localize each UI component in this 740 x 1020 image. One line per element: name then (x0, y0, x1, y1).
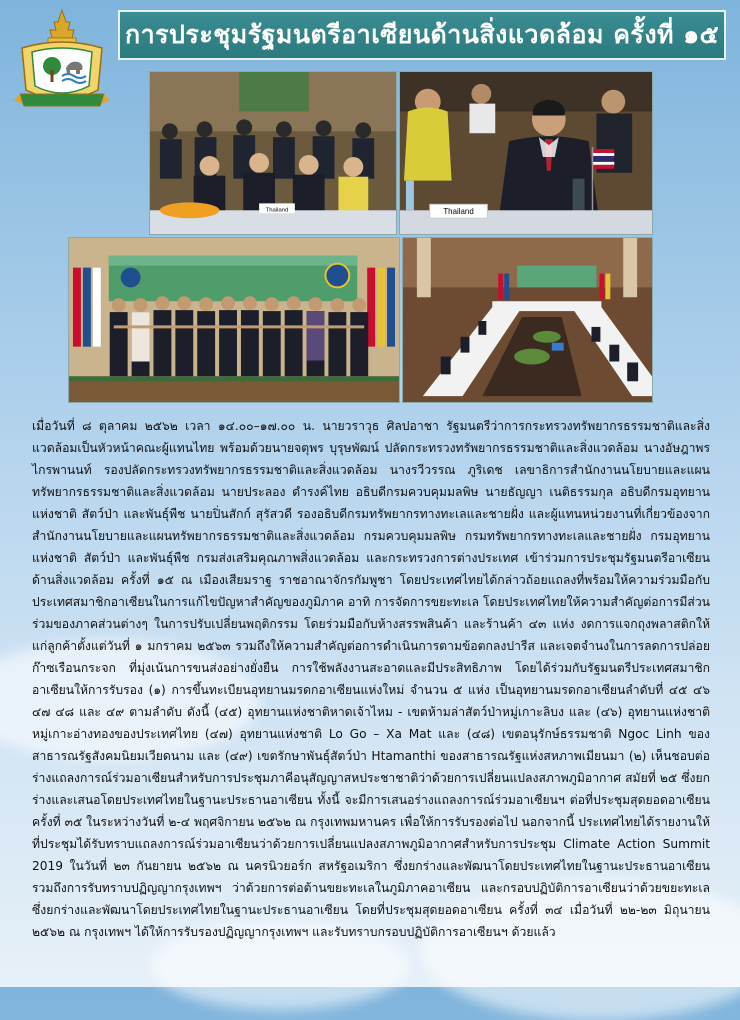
photo-delegation-seated (149, 71, 397, 235)
nameplate-thailand-2: Thailand (443, 207, 474, 217)
title-banner (118, 10, 726, 60)
photo-group-handshake (68, 237, 400, 403)
page-title: การประชุมรัฐมนตรีอาเซียนด้านสิ่งแวดล้อม ครั้งที่ ๑๕ (124, 20, 720, 49)
photo-meeting-room (402, 237, 653, 403)
article-body: เมื่อวันที่ ๘ ตุลาคม ๒๕๖๒ เวลา ๑๔.๐๐–๑๗.๐๐ น. นายวราวุธ ศิลปอาชา รัฐมนตรีว่าการกระทรวงทรัพยากรธรรมชาติและสิ่งแวดล้อมเป็นหัวหน้าคณะผู้แทนไทย พร้อมด้วยนายจตุพร บุรุษพัฒน์ ปลัดกระทรวงทรัพยากรธรรมชาติและสิ่งแวดล้อม นางอัษฎาพร ไกรพานนท์ รองปลัดกระทรวงทรัพยากรธรรมชาติและสิ่งแวดล้อม นางรวีวรรณ ภูริเดช เลขาธิการสำนักงานนโยบายและแผนทรัพยากรธรรมชาติและสิ่งแวดล้อม นายประลอง ดำรงค์ไทย อธิบดีกรมควบคุมมลพิษ นายธัญญา เนติธรรมกุล อธิบดีกรมอุทยานแห่งชาติ สัตว์ป่า และพันธุ์พืช นายปิ่นสักก์ สุรัสวดี รองอธิบดีกรมทรัพยากรทางทะเลและชายฝั่ง และผู้แทนหน่วยงานที่เกี่ยวข้องจากสำนักงานนโยบายและแผนทรัพยากรธรรมชาติและสิ่งแวดล้อม กรมควบคุมมลพิษ กรมทรัพยากรทางทะเลและชายฝั่ง กรมอุทยานแห่งชาติ สัตว์ป่า และพันธุ์พืช กรมส่งเสริมคุณภาพสิ่งแวดล้อม และกระทรวงการต่างประเทศ เข้าร่วมการประชุมรัฐมนตรีอาเซียนด้านสิ่งแวดล้อม ครั้งที่ ๑๕ ณ เมืองเสียมราฐ ราชอาณาจักรกัมพูชา โดยประเทศไทยได้กล่าวถ้อยแถลงที่พร้อมให้ความร่วมมือกับประเทศสมาชิกอาเซียนในการแก้ไขปัญหาสำคัญของภูมิภาค อาทิ การจัดการขยะทะเล โดยประเทศไทยให้ความสำคัญต่อการมีส่วนร่วมของภาคส่วนต่างๆ ในการปรับเปลี่ยนพฤติกรรม โดยร่วมมือกับห้างสรรพสินค้า และร้านค้า ๔๓ แห่ง งดการแจกถุงพลาสติกให้แก่ลูกค้าตั้งแต่วันที่ ๑ มกราคม ๒๕๖๓ รวมถึงให้ความสำคัญต่อการดำเนินการตามข้อตกลงปารีส และเจตจำนงในการลดการปล่อยก๊าซเรือนกระจก ที่มุ่งเน้นการขนส่งอย่างยั่งยืน การใช้พลังงานสะอาดและมีประสิทธิภาพ โดยได้ร่วมกับรัฐมนตรีประเทศสมาชิกอาเซียนให้การรับรอง (๑) การขึ้นทะเบียนอุทยานมรดกอาเซียนแห่งใหม่ จำนวน ๕ แห่ง เป็นอุทยานมรดกอาเซียนลำดับที่ ๔๕ ๔๖ ๔๗ ๔๘ และ ๔๙ ตามลำดับ ดังนี้ (๔๕) อุทยานแห่งชาติหาดเจ้าไหม - เขตห้ามล่าสัตว์ป่าหมู่เกาะลิบง และ (๔๖) อุทยานแห่งชาติหมู่เกาะอ่างทองของประเทศไทย (๔๗) อุทยานแห่งชาติ Lo Go – Xa Mat และ (๔๘) เขตอนุรักษ์ธรรมชาติ Ngoc Linh ของสาธารณรัฐสังคมนิยมเวียดนาม และ (๔๙) เขตรักษาพันธุ์สัตว์ป่า Htamanthi ของสาธารณรัฐแห่งสหภาพเมียนมา (๒) เห็นชอบต่อร่างแถลงการณ์ร่วมอาเซียนสำหรับการประชุมภาคีอนุสัญญาสหประชาชาติว่าด้วยการเปลี่ยนแปลงสภาพภูมิอากาศ สมัยที่ ๒๕ ซึ่งยกร่างและเสนอโดยประเทศไทยในฐานะประธานอาเซียน ทั้งนี้ จะมีการเสนอร่างแถลงการณ์ร่วมอาเซียนฯ ต่อที่ประชุมสุดยอดอาเซียน ครั้งที่ ๓๕ ในระหว่างวันที่ ๒-๔ พฤศจิกายน ๒๕๖๒ ณ กรุงเทพมหานคร เพื่อให้การรับรองต่อไป นอกจากนี้ ประเทศไทยได้รายงานให้ที่ประชุมได้รับทราบแถลงการณ์ร่วมอาเซียนว่าด้วยการเปลี่ยนแปลงสภาพภูมิอากาศสำหรับการประชุม Climate Action Summit 2019 ในวันที่ ๒๓ กันยายน ๒๕๖๒ ณ นครนิวยอร์ก สหรัฐอเมริกา ซึ่งยกร่างและพัฒนาโดยประเทศไทยในฐานะประธานอาเซียน รวมถึงการรับทราบปฏิญญากรุงเทพฯ ว่าด้วยการต่อต้านขยะทะเลในภูมิภาคอาเซียน และกรอบปฏิบัติการอาเซียนว่าด้วยขยะทะเล ซึ่งยกร่างและพัฒนาโดยประเทศไทยในฐานะประธานอาเซียน โดยที่ประชุมสุดยอดอาเซียน ครั้งที่ ๓๔ เมื่อวันที่ ๒๒-๒๓ มิถุนายน ๒๕๖๒ ณ กรุงเทพฯ ได้ให้การรับรองปฏิญญากรุงเทพฯ และรับทราบกรอบปฏิบัติการอาเซียนฯ ด้วยแล้ว (32, 419, 710, 939)
ministry-emblem-logo (12, 8, 112, 120)
photo-minister-speaking (399, 71, 653, 235)
nameplate-thailand-1: Thailand (265, 207, 289, 214)
